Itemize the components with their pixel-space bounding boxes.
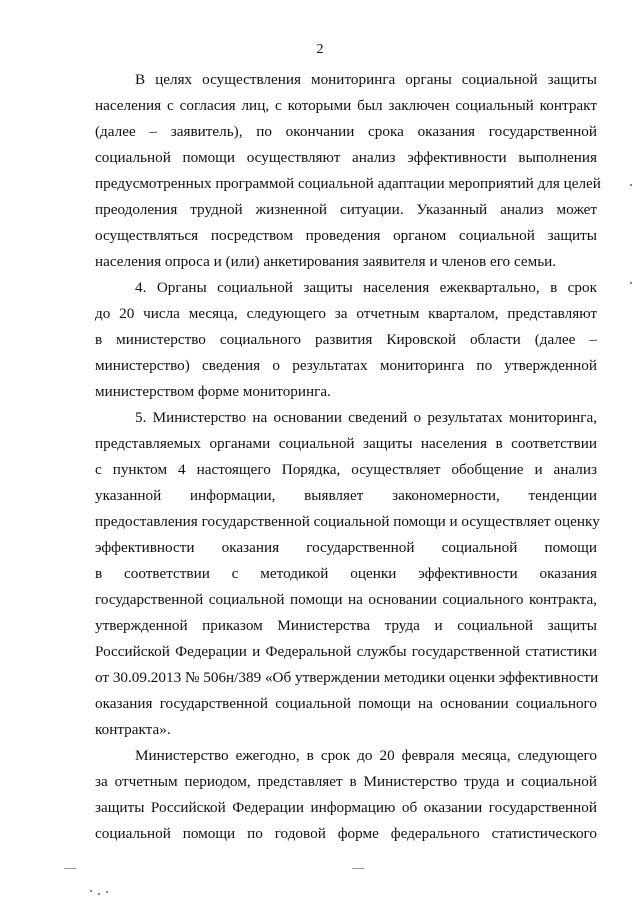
paragraph-4-line-1: Министерство ежегодно, в срок до 20 февраля месяца, следующего	[135, 747, 597, 764]
paragraph-3-line-8: государственной социальной помощи на основании социального контракта,	[95, 591, 597, 608]
scan-mark-center	[352, 868, 364, 869]
paragraph-4-line-3: защиты Российской Федерации информацию об оказании государственной	[95, 799, 597, 816]
paragraph-3-line-6: эффективности оказания государственной социальной помощи	[95, 539, 597, 556]
paragraph-3-line-13: контракта».	[95, 721, 171, 738]
paragraph-3-line-10: Российской Федерации и Федеральной службы государственной статистики	[95, 643, 597, 660]
paragraph-1-line-6: преодоления трудной жизненной ситуации. Указанный анализ может	[95, 201, 597, 218]
scan-mark-left	[64, 868, 76, 869]
scan-dot-right-1	[630, 184, 632, 186]
paragraph-1-line-4: социальной помощи осуществляют анализ эффективности выполнения	[95, 149, 597, 166]
paragraph-1-line-8: населения опроса и (или) анкетирования заявителя и членов его семьи.	[95, 253, 557, 270]
scan-dot-3	[106, 891, 108, 893]
paragraph-3-line-2: представляемых органами социальной защиты населения в соответствии	[95, 435, 597, 452]
paragraph-2-line-4: министерство) сведения о результатах мониторинга по утвержденной	[95, 357, 597, 374]
paragraph-3-line-5: предоставления государственной социальной помощи и осуществляет оценку	[95, 513, 600, 530]
scan-dot-2	[98, 893, 100, 895]
paragraph-3-line-3: с пунктом 4 настоящего Порядка, осуществляет обобщение и анализ	[95, 461, 597, 478]
paragraph-3-line-12: оказания государственной социальной помощи на основании социального	[95, 695, 597, 712]
paragraph-2-line-5: министерством форме мониторинга.	[95, 383, 331, 400]
paragraph-4-line-4: социальной помощи по годовой форме федерального статистического	[95, 825, 597, 842]
paragraph-1-line-1: В целях осуществления мониторинга органы социальной защиты	[135, 71, 597, 88]
paragraph-2-line-3: в министерство социального развития Кировской области (далее –	[95, 331, 597, 348]
paragraph-3-line-11: от 30.09.2013 № 506н/389 «Об утверждении методики оценки эффективности	[95, 669, 599, 686]
paragraph-3-line-1: 5. Министерство на основании сведений о результатах мониторинга,	[135, 409, 597, 426]
paragraph-3-line-7: в соответствии с методикой оценки эффективности оказания	[95, 565, 597, 582]
paragraph-2-line-2: до 20 числа месяца, следующего за отчетным кварталом, представляют	[95, 305, 597, 322]
paragraph-4-line-2: за отчетным периодом, представляет в Министерство труда и социальной	[95, 773, 597, 790]
paragraph-1-line-3: (далее – заявитель), по окончании срока оказания государственной	[95, 123, 597, 140]
paragraph-3-line-4: указанной информации, выявляет закономерности, тенденции	[95, 487, 597, 504]
paragraph-3-line-9: утвержденной приказом Министерства труда и социальной защиты	[95, 617, 597, 634]
paragraph-1-line-7: осуществляться посредством проведения органом социальной защиты	[95, 227, 597, 244]
page-number: 2	[316, 42, 324, 57]
scan-dot-right-2	[630, 282, 632, 284]
paragraph-1-line-2: населения с согласия лиц, с которыми был заключен социальный контракт	[95, 97, 597, 114]
scan-dot-1	[90, 890, 92, 892]
paragraph-2-line-1: 4. Органы социальной защиты населения ежеквартально, в срок	[135, 279, 597, 296]
paragraph-1-line-5: предусмотренных программой социальной адаптации мероприятий для целей	[95, 175, 601, 192]
